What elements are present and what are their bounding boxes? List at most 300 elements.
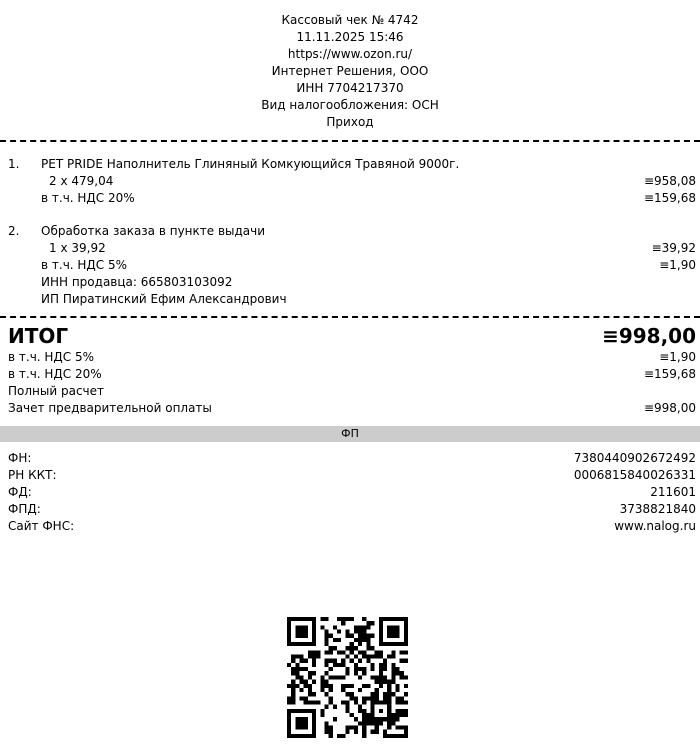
qr-module bbox=[375, 696, 379, 700]
qr-module bbox=[295, 709, 299, 713]
qr-module bbox=[383, 617, 387, 621]
qr-module bbox=[366, 713, 370, 717]
qr-module bbox=[312, 725, 316, 729]
qr-module bbox=[375, 655, 379, 659]
qr-module bbox=[391, 717, 395, 721]
receipt-title: Кассовый чек № 4742 bbox=[281, 13, 419, 27]
total-value: ≡998,00 bbox=[602, 324, 696, 348]
qr-code-icon bbox=[287, 617, 408, 738]
summary-vat20-row bbox=[0, 366, 700, 383]
qr-module bbox=[300, 734, 304, 738]
company-inn: ИНН 7704217370 bbox=[296, 81, 404, 95]
qr-module bbox=[400, 734, 404, 738]
qr-module bbox=[333, 646, 337, 650]
qr-module bbox=[291, 709, 295, 713]
qr-module bbox=[354, 655, 358, 659]
qr-module bbox=[350, 617, 354, 621]
qr-module bbox=[312, 621, 316, 625]
qr-module bbox=[383, 734, 387, 738]
item-1-vat-label: в т.ч. НДС 20% bbox=[41, 191, 135, 205]
qr-module bbox=[304, 684, 308, 688]
qr-module bbox=[387, 709, 391, 713]
qr-module bbox=[350, 692, 354, 696]
qr-module bbox=[370, 700, 374, 704]
qr-module bbox=[329, 659, 333, 663]
qr-module bbox=[404, 625, 408, 629]
qr-module bbox=[391, 713, 395, 717]
qr-module bbox=[358, 667, 362, 671]
qr-module bbox=[358, 721, 362, 725]
qr-module bbox=[308, 692, 312, 696]
item-2-number: 2. bbox=[8, 224, 20, 238]
qr-module bbox=[308, 642, 312, 646]
qr-module bbox=[354, 646, 358, 650]
qr-module bbox=[304, 680, 308, 684]
qr-module bbox=[379, 634, 383, 638]
qr-module bbox=[383, 730, 387, 734]
qr-module bbox=[362, 734, 366, 738]
qr-module bbox=[362, 709, 366, 713]
fiscal-rn-kkt-label: РН ККТ: bbox=[8, 468, 57, 482]
qr-module bbox=[312, 634, 316, 638]
qr-module bbox=[333, 638, 337, 642]
qr-module bbox=[362, 667, 366, 671]
qr-module bbox=[370, 646, 374, 650]
qr-module bbox=[395, 630, 399, 634]
qr-module bbox=[400, 700, 404, 704]
qr-module bbox=[304, 717, 308, 721]
qr-module bbox=[295, 625, 299, 629]
qr-module bbox=[312, 671, 316, 675]
qr-module bbox=[341, 688, 345, 692]
qr-module bbox=[379, 667, 383, 671]
qr-module bbox=[362, 638, 366, 642]
qr-module bbox=[366, 642, 370, 646]
qr-module bbox=[295, 642, 299, 646]
fiscal-fpd-value: 3738821840 bbox=[619, 502, 696, 516]
qr-module bbox=[354, 625, 358, 629]
qr-module bbox=[325, 663, 329, 667]
qr-module bbox=[354, 700, 358, 704]
qr-module bbox=[312, 721, 316, 725]
fiscal-fpd-row bbox=[0, 501, 700, 518]
qr-module bbox=[308, 688, 312, 692]
qr-module bbox=[395, 625, 399, 629]
qr-module bbox=[333, 717, 337, 721]
qr-module bbox=[316, 700, 320, 704]
qr-module bbox=[370, 692, 374, 696]
fp-section-bar: ФП bbox=[0, 426, 700, 442]
qr-module bbox=[354, 667, 358, 671]
qr-module bbox=[404, 642, 408, 646]
qr-module bbox=[358, 638, 362, 642]
qr-module bbox=[291, 671, 295, 675]
qr-module bbox=[400, 696, 404, 700]
qr-module bbox=[400, 671, 404, 675]
qr-module bbox=[404, 713, 408, 717]
qr-module bbox=[337, 630, 341, 634]
item-2-qty-row bbox=[0, 240, 700, 257]
fiscal-fd-label: ФД: bbox=[8, 485, 32, 499]
qr-module bbox=[366, 721, 370, 725]
qr-module bbox=[391, 692, 395, 696]
qr-module bbox=[350, 634, 354, 638]
qr-module bbox=[287, 630, 291, 634]
qr-module bbox=[287, 621, 291, 625]
qr-module bbox=[312, 638, 316, 642]
qr-module bbox=[345, 667, 349, 671]
qr-module bbox=[308, 700, 312, 704]
qr-module bbox=[395, 667, 399, 671]
qr-module bbox=[287, 734, 291, 738]
separator-line bbox=[0, 316, 700, 318]
qr-module bbox=[300, 696, 304, 700]
qr-module bbox=[370, 663, 374, 667]
qr-module bbox=[300, 675, 304, 679]
qr-module bbox=[312, 709, 316, 713]
qr-module bbox=[345, 646, 349, 650]
qr-module bbox=[341, 675, 345, 679]
qr-module bbox=[308, 675, 312, 679]
summary-prepayment-value: ≡998,00 bbox=[643, 401, 696, 415]
qr-module bbox=[320, 709, 324, 713]
qr-module bbox=[312, 617, 316, 621]
qr-module bbox=[383, 659, 387, 663]
qr-module bbox=[325, 630, 329, 634]
separator-line bbox=[0, 140, 700, 142]
qr-module bbox=[329, 634, 333, 638]
qr-module bbox=[291, 696, 295, 700]
qr-module bbox=[333, 663, 337, 667]
qr-module bbox=[358, 650, 362, 654]
qr-module bbox=[304, 625, 308, 629]
qr-module bbox=[404, 650, 408, 654]
qr-module bbox=[375, 717, 379, 721]
qr-module bbox=[325, 650, 329, 654]
qr-module bbox=[358, 634, 362, 638]
summary-prepayment-row bbox=[0, 400, 700, 417]
qr-module bbox=[345, 617, 349, 621]
item-1-qty-price: 2 х 479,04 bbox=[49, 174, 114, 188]
qr-module bbox=[370, 705, 374, 709]
qr-module bbox=[287, 709, 291, 713]
qr-module bbox=[341, 734, 345, 738]
qr-module bbox=[391, 680, 395, 684]
qr-module bbox=[383, 663, 387, 667]
qr-module bbox=[387, 630, 391, 634]
qr-module bbox=[379, 655, 383, 659]
qr-module bbox=[350, 646, 354, 650]
summary-vat20-value: ≡159,68 bbox=[643, 367, 696, 381]
receipt-datetime: 11.11.2025 15:46 bbox=[296, 30, 404, 44]
qr-module bbox=[300, 709, 304, 713]
qr-module bbox=[354, 630, 358, 634]
qr-module bbox=[341, 650, 345, 654]
qr-module bbox=[333, 705, 337, 709]
item-2-vat-sum: ≡1,90 bbox=[659, 258, 696, 272]
item-1-vat-sum: ≡159,68 bbox=[643, 191, 696, 205]
qr-module bbox=[295, 630, 299, 634]
qr-module bbox=[404, 734, 408, 738]
qr-module bbox=[312, 650, 316, 654]
qr-module bbox=[329, 646, 333, 650]
qr-module bbox=[404, 725, 408, 729]
qr-module bbox=[325, 680, 329, 684]
qr-module bbox=[362, 713, 366, 717]
qr-module bbox=[383, 667, 387, 671]
qr-module bbox=[387, 725, 391, 729]
qr-module bbox=[312, 700, 316, 704]
qr-module bbox=[395, 725, 399, 729]
qr-module bbox=[287, 713, 291, 717]
qr-module bbox=[370, 709, 374, 713]
qr-module bbox=[304, 667, 308, 671]
qr-module bbox=[362, 730, 366, 734]
qr-module bbox=[325, 721, 329, 725]
item-2-sum: ≡39,92 bbox=[651, 241, 696, 255]
qr-module bbox=[287, 696, 291, 700]
qr-module bbox=[379, 663, 383, 667]
qr-module bbox=[379, 717, 383, 721]
qr-module bbox=[379, 650, 383, 654]
qr-module bbox=[387, 692, 391, 696]
qr-module bbox=[341, 700, 345, 704]
qr-module bbox=[345, 692, 349, 696]
qr-module bbox=[291, 617, 295, 621]
qr-module bbox=[383, 696, 387, 700]
qr-module bbox=[391, 650, 395, 654]
item-1-qty-row bbox=[0, 173, 700, 190]
qr-module bbox=[375, 721, 379, 725]
qr-module bbox=[329, 696, 333, 700]
qr-module bbox=[312, 663, 316, 667]
qr-module bbox=[391, 655, 395, 659]
qr-module bbox=[329, 650, 333, 654]
qr-module bbox=[387, 734, 391, 738]
qr-module bbox=[391, 721, 395, 725]
qr-module bbox=[366, 638, 370, 642]
fiscal-fd-value: 211601 bbox=[650, 485, 696, 499]
item-2-seller-name: ИП Пиратинский Ефим Александрович bbox=[41, 292, 287, 306]
qr-module bbox=[379, 642, 383, 646]
qr-module bbox=[366, 659, 370, 663]
qr-module bbox=[383, 680, 387, 684]
item-2-title-row bbox=[0, 223, 700, 240]
item-2-seller-inn-row bbox=[0, 274, 700, 291]
qr-module bbox=[350, 725, 354, 729]
qr-module bbox=[366, 646, 370, 650]
qr-module bbox=[350, 650, 354, 654]
qr-module bbox=[404, 700, 408, 704]
qr-module bbox=[287, 638, 291, 642]
qr-module bbox=[329, 730, 333, 734]
qr-module bbox=[350, 713, 354, 717]
qr-module bbox=[379, 638, 383, 642]
qr-module bbox=[345, 684, 349, 688]
qr-module bbox=[395, 634, 399, 638]
qr-module bbox=[337, 617, 341, 621]
qr-module bbox=[362, 630, 366, 634]
qr-module bbox=[362, 625, 366, 629]
qr-module bbox=[391, 667, 395, 671]
qr-module bbox=[287, 717, 291, 721]
qr-module bbox=[370, 730, 374, 734]
qr-module bbox=[350, 659, 354, 663]
qr-module bbox=[345, 705, 349, 709]
qr-module bbox=[387, 705, 391, 709]
fiscal-rn-kkt-value: 0006815840026331 bbox=[573, 468, 696, 482]
qr-module bbox=[362, 700, 366, 704]
qr-module bbox=[354, 638, 358, 642]
qr-module bbox=[345, 634, 349, 638]
qr-module bbox=[391, 630, 395, 634]
fiscal-rn-kkt-row bbox=[0, 467, 700, 484]
qr-module bbox=[404, 675, 408, 679]
qr-module bbox=[400, 725, 404, 729]
qr-module bbox=[345, 700, 349, 704]
qr-module bbox=[291, 734, 295, 738]
qr-module bbox=[287, 634, 291, 638]
summary-vat5-value: ≡1,90 bbox=[659, 350, 696, 364]
qr-module bbox=[291, 667, 295, 671]
qr-module bbox=[291, 700, 295, 704]
qr-module bbox=[312, 655, 316, 659]
fiscal-fd-row bbox=[0, 484, 700, 501]
qr-module bbox=[366, 634, 370, 638]
qr-module bbox=[312, 659, 316, 663]
qr-module bbox=[308, 734, 312, 738]
qr-module bbox=[391, 642, 395, 646]
qr-module bbox=[320, 625, 324, 629]
qr-module bbox=[295, 634, 299, 638]
qr-module bbox=[320, 680, 324, 684]
qr-module bbox=[295, 663, 299, 667]
qr-module bbox=[300, 667, 304, 671]
qr-module bbox=[354, 696, 358, 700]
qr-module bbox=[308, 709, 312, 713]
qr-module bbox=[300, 688, 304, 692]
summary-full-payment-label: Полный расчет bbox=[8, 384, 104, 398]
qr-module bbox=[304, 617, 308, 621]
qr-module bbox=[304, 630, 308, 634]
qr-module bbox=[287, 625, 291, 629]
qr-module bbox=[370, 717, 374, 721]
qr-module bbox=[308, 617, 312, 621]
qr-module bbox=[387, 688, 391, 692]
qr-module bbox=[370, 634, 374, 638]
qr-module bbox=[404, 617, 408, 621]
qr-module bbox=[308, 650, 312, 654]
qr-module bbox=[375, 700, 379, 704]
qr-module bbox=[362, 696, 366, 700]
qr-module bbox=[387, 696, 391, 700]
qr-module bbox=[300, 630, 304, 634]
qr-module bbox=[300, 655, 304, 659]
qr-module bbox=[312, 730, 316, 734]
qr-module bbox=[345, 730, 349, 734]
qr-module bbox=[387, 617, 391, 621]
qr-module bbox=[345, 655, 349, 659]
total-label: ИТОГ bbox=[8, 324, 69, 348]
qr-module bbox=[291, 680, 295, 684]
qr-module bbox=[354, 663, 358, 667]
qr-module bbox=[354, 730, 358, 734]
qr-module bbox=[329, 700, 333, 704]
qr-module bbox=[387, 642, 391, 646]
qr-module bbox=[295, 684, 299, 688]
qr-module bbox=[345, 630, 349, 634]
item-2-vat-label: в т.ч. НДС 5% bbox=[41, 258, 128, 272]
qr-module bbox=[375, 650, 379, 654]
tax-system: Вид налогообложения: ОСН bbox=[261, 98, 439, 112]
qr-module bbox=[366, 625, 370, 629]
qr-module bbox=[379, 630, 383, 634]
qr-module bbox=[400, 642, 404, 646]
qr-module bbox=[325, 634, 329, 638]
qr-module bbox=[329, 734, 333, 738]
qr-module bbox=[379, 625, 383, 629]
qr-module bbox=[366, 684, 370, 688]
qr-module bbox=[304, 659, 308, 663]
qr-module bbox=[300, 680, 304, 684]
operation-type: Приход bbox=[326, 115, 374, 129]
qr-module bbox=[295, 734, 299, 738]
qr-module bbox=[345, 671, 349, 675]
receipt-url: https://www.ozon.ru/ bbox=[287, 47, 413, 61]
qr-module bbox=[295, 655, 299, 659]
qr-module bbox=[354, 725, 358, 729]
qr-module bbox=[370, 721, 374, 725]
qr-module bbox=[325, 692, 329, 696]
qr-module bbox=[375, 692, 379, 696]
qr-module bbox=[312, 717, 316, 721]
qr-module bbox=[304, 734, 308, 738]
qr-module bbox=[379, 671, 383, 675]
qr-module bbox=[333, 675, 337, 679]
qr-module bbox=[312, 734, 316, 738]
qr-module bbox=[316, 650, 320, 654]
qr-module bbox=[325, 671, 329, 675]
qr-module bbox=[304, 725, 308, 729]
qr-module bbox=[375, 688, 379, 692]
qr-module bbox=[287, 725, 291, 729]
qr-module bbox=[358, 705, 362, 709]
qr-module bbox=[329, 667, 333, 671]
qr-module bbox=[329, 684, 333, 688]
qr-module bbox=[345, 709, 349, 713]
qr-module bbox=[329, 725, 333, 729]
item-1-title-row bbox=[0, 156, 700, 173]
qr-module bbox=[341, 621, 345, 625]
qr-module bbox=[312, 713, 316, 717]
qr-module bbox=[304, 721, 308, 725]
qr-module bbox=[370, 713, 374, 717]
qr-module bbox=[391, 734, 395, 738]
qr-module bbox=[383, 717, 387, 721]
qr-module bbox=[366, 621, 370, 625]
qr-module bbox=[362, 721, 366, 725]
qr-module bbox=[295, 717, 299, 721]
qr-module bbox=[341, 663, 345, 667]
qr-module bbox=[358, 659, 362, 663]
qr-module bbox=[387, 684, 391, 688]
qr-module bbox=[350, 696, 354, 700]
qr-module bbox=[362, 650, 366, 654]
qr-module bbox=[391, 663, 395, 667]
qr-module bbox=[404, 692, 408, 696]
qr-module bbox=[362, 684, 366, 688]
qr-module bbox=[341, 617, 345, 621]
